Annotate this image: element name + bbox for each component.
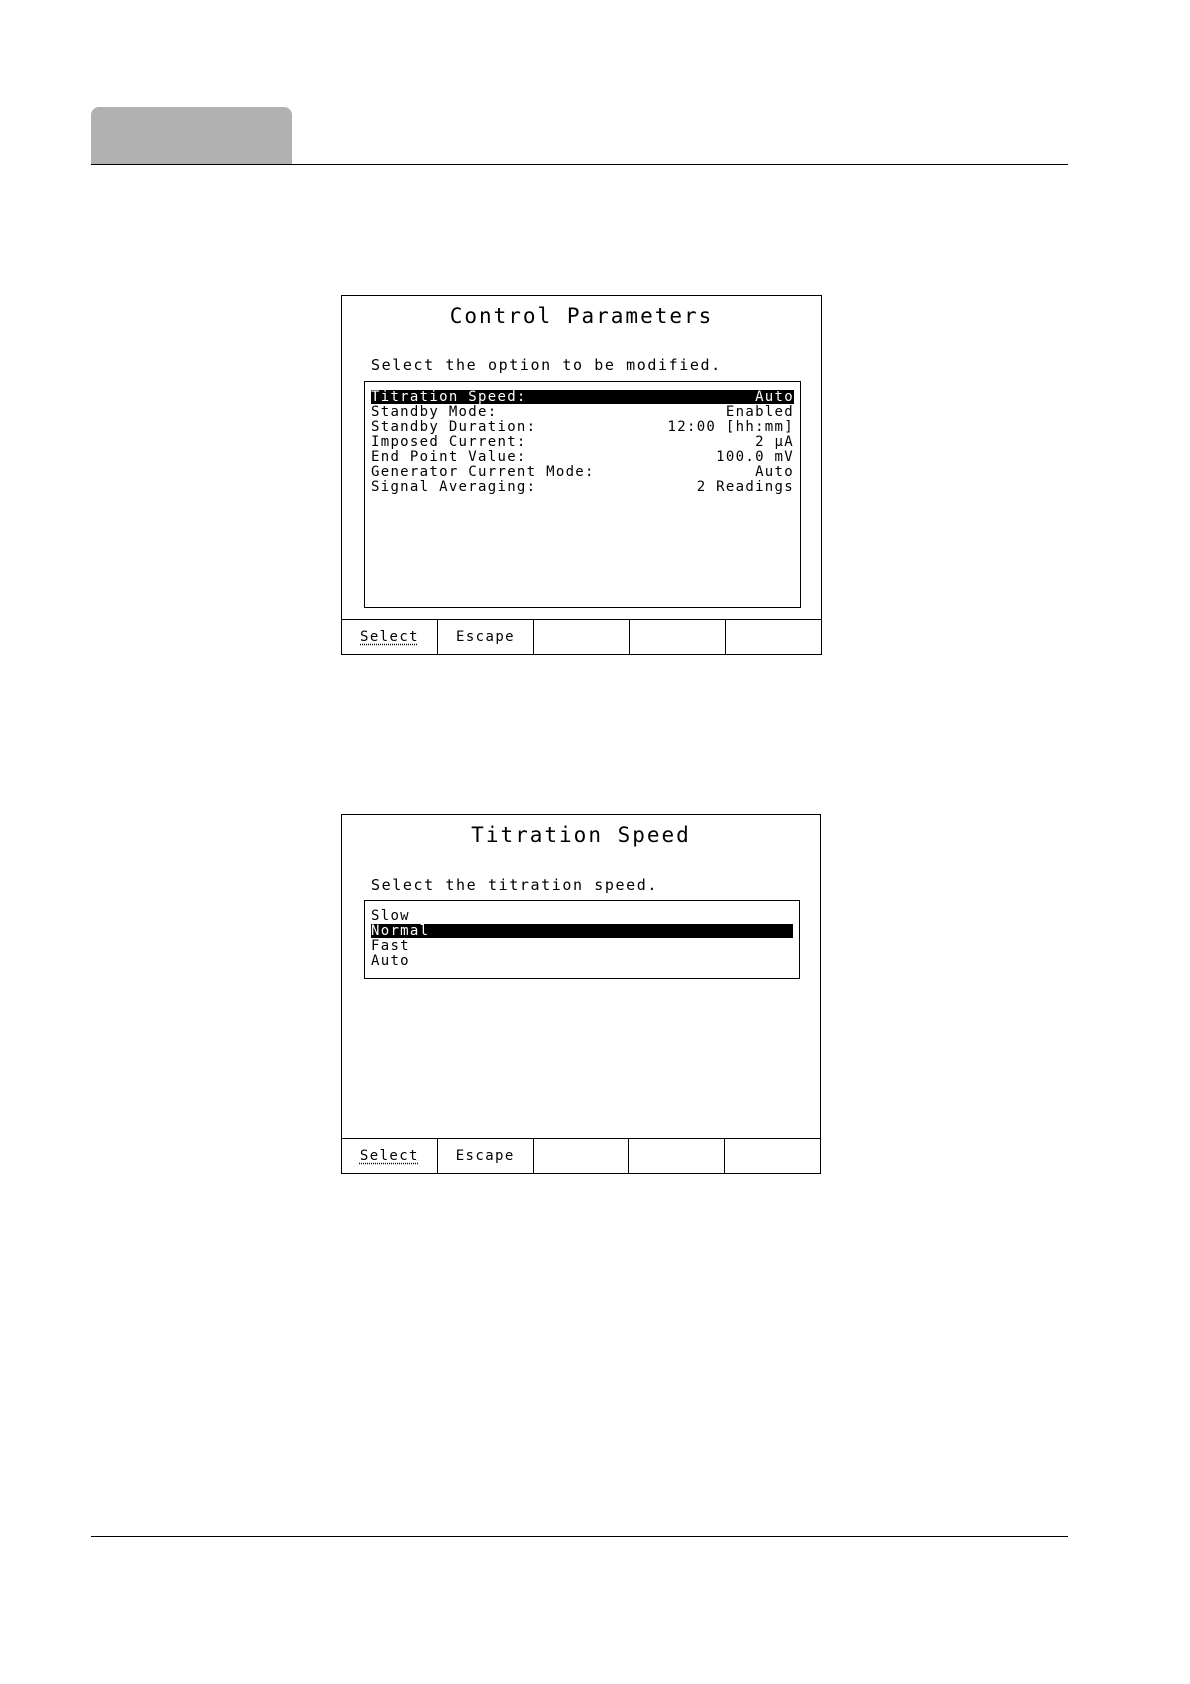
parameter-row-signal-averaging[interactable] bbox=[371, 480, 794, 494]
row-label: Standby Mode: bbox=[371, 404, 498, 420]
softkey-4[interactable] bbox=[630, 620, 726, 654]
row-value: Auto bbox=[755, 464, 794, 480]
parameter-row-imposed-current[interactable] bbox=[371, 435, 794, 449]
parameter-row-titration-speed[interactable] bbox=[371, 390, 794, 404]
row-value: Auto bbox=[755, 389, 794, 405]
escape-softkey[interactable]: Escape bbox=[438, 1139, 534, 1173]
row-label: Signal Averaging: bbox=[371, 479, 537, 495]
speed-option-list bbox=[364, 900, 800, 979]
row-label: End Point Value: bbox=[371, 449, 527, 465]
row-label: Standby Duration: bbox=[371, 419, 537, 435]
row-value: Enabled bbox=[725, 404, 794, 420]
row-label: Titration Speed: bbox=[371, 389, 527, 405]
softkey-bar bbox=[342, 1138, 820, 1173]
speed-option-auto[interactable]: Auto bbox=[371, 953, 410, 969]
row-value: 100.0 mV bbox=[716, 449, 794, 465]
row-value: 2 µA bbox=[755, 434, 794, 450]
header-tab bbox=[91, 107, 292, 164]
escape-softkey[interactable]: Escape bbox=[438, 620, 534, 654]
parameter-row-generator-current-mode[interactable] bbox=[371, 465, 794, 479]
speed-option-fast[interactable]: Fast bbox=[371, 938, 410, 954]
select-softkey[interactable]: Select bbox=[342, 620, 438, 654]
parameter-row-standby-duration[interactable] bbox=[371, 420, 794, 434]
row-label: Imposed Current: bbox=[371, 434, 527, 450]
parameter-row-end-point-value[interactable] bbox=[371, 450, 794, 464]
row-value: 12:00 [hh:mm] bbox=[667, 419, 794, 435]
control-parameters-screen bbox=[341, 295, 822, 655]
header-rule bbox=[91, 164, 1068, 165]
screen-title: Titration Speed bbox=[471, 823, 691, 847]
softkey-4[interactable] bbox=[629, 1139, 725, 1173]
select-softkey[interactable]: Select bbox=[342, 1139, 438, 1173]
titration-speed-screen bbox=[341, 814, 821, 1174]
softkey-3[interactable] bbox=[534, 620, 630, 654]
screen-prompt: Select the titration speed. bbox=[371, 876, 659, 894]
footer-rule bbox=[91, 1536, 1068, 1537]
softkey-5[interactable] bbox=[725, 1139, 820, 1173]
screen-prompt: Select the option to be modified. bbox=[371, 356, 722, 374]
row-label: Generator Current Mode: bbox=[371, 464, 595, 480]
parameter-list bbox=[364, 381, 801, 608]
screen-title: Control Parameters bbox=[449, 304, 714, 328]
speed-option-normal[interactable]: Normal bbox=[371, 924, 793, 938]
row-value: 2 Readings bbox=[696, 479, 794, 495]
speed-option-slow[interactable]: Slow bbox=[371, 908, 410, 924]
softkey-3[interactable] bbox=[534, 1139, 630, 1173]
softkey-5[interactable] bbox=[726, 620, 821, 654]
softkey-bar bbox=[342, 619, 821, 654]
parameter-row-standby-mode[interactable] bbox=[371, 405, 794, 419]
